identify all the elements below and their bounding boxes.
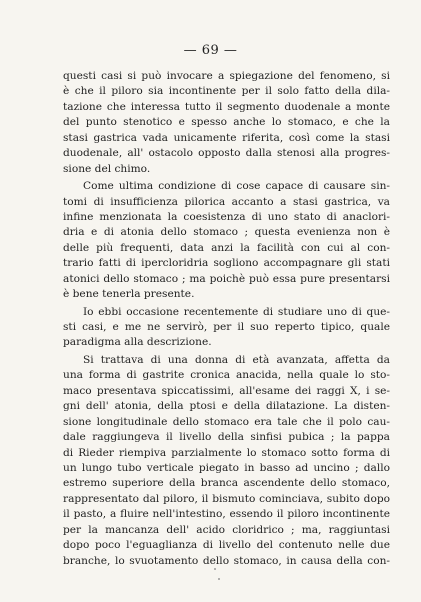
- text-line: sti casi, e me ne servirò, per il suo reperto tipico, quale: [63, 321, 390, 333]
- text-line: una forma di gastrite cronica anacida, nella quale lo sto-: [63, 369, 390, 382]
- paragraph: [63, 305, 390, 351]
- paragraph: [63, 179, 390, 303]
- text-line: stasi gastrica vada unicamente riferita, così come la stasi: [63, 131, 390, 144]
- text-line: paradigma alla descrizione.: [63, 336, 212, 349]
- text-line: Come ultima condizione di cose capace di causare sin-: [83, 180, 390, 193]
- paper-speck: [214, 568, 216, 570]
- text-line: atonici dello stomaco ; ma poichè può essa pure presentarsi: [63, 272, 390, 285]
- body-text: [63, 69, 390, 569]
- text-line: maco presentava spiccatissimi, all'esame dei raggi X, i se-: [63, 384, 390, 397]
- text-line: del punto stenotico e spesso anche lo stomaco, e che la: [63, 116, 390, 129]
- text-line: trario fatti di ipercloridria sogliono accompagnare gli stati: [63, 257, 390, 270]
- text-line: Io ebbi occasione recentemente di studiare uno di que-: [83, 305, 390, 318]
- text-line: delle più frequenti, data anzi la facilità con cui al con-: [63, 241, 390, 254]
- text-line: il pasto, a fluire nell'intestino, essendo il piloro incontinente: [63, 508, 390, 521]
- text-line: un lungo tubo verticale piegato in basso ad uncino ; dallo: [63, 461, 390, 474]
- text-line: sione del chimo.: [63, 162, 151, 175]
- text-line: infine menzionata la coesistenza di uno stato di anaclori-: [63, 210, 390, 223]
- text-line: è che il piloro sia incontinente per il solo fatto della dila-: [63, 85, 390, 98]
- text-line: dria e di atonia dello stomaco ; questa evenienza non è: [63, 226, 390, 239]
- text-line: Si trattava di una donna di età avanzata, affetta da: [83, 353, 390, 366]
- text-line: gni dell' atonia, della ptosi e della dilatazione. La disten-: [63, 400, 390, 413]
- text-line: estremo superiore della branca ascendente dello stomaco,: [63, 477, 390, 490]
- text-line: tomi di insufficienza pilorica accanto a stasi gastrica, va: [63, 195, 390, 208]
- text-line: questi casi si può invocare a spiegazione del fenomeno, si: [63, 70, 390, 82]
- text-line: sione longitudinale dello stomaco era tale che il polo cau-: [63, 415, 390, 428]
- text-line: di Rieder riempiva parzialmente lo stomaco sotto forma di: [63, 446, 390, 459]
- text-line: per la mancanza dell' acido cloridrico ; ma, raggiuntasi: [63, 523, 390, 536]
- paragraph: [63, 69, 390, 177]
- page-number: — 69 —: [183, 43, 238, 58]
- paragraph: [63, 353, 390, 569]
- text-line: duodenale, all' ostacolo opposto dalla stenosi alla progres-: [63, 147, 390, 160]
- text-line: dale raggiungeva il livello della sinfisi pubica ; la pappa: [63, 431, 390, 444]
- text-line: dopo poco l'eguaglianza di livello del contenuto nelle due: [63, 539, 390, 552]
- text-line: rappresentato dal piloro, il bismuto cominciava, subito dopo: [63, 492, 390, 505]
- text-line: tazione che interessa tutto il segmento duodenale a monte: [63, 100, 390, 113]
- paper-speck: [218, 578, 220, 580]
- text-line: è bene tenerla presente.: [63, 288, 195, 301]
- text-line: branche, lo svuotamento dello stomaco, in causa della con-: [63, 554, 390, 567]
